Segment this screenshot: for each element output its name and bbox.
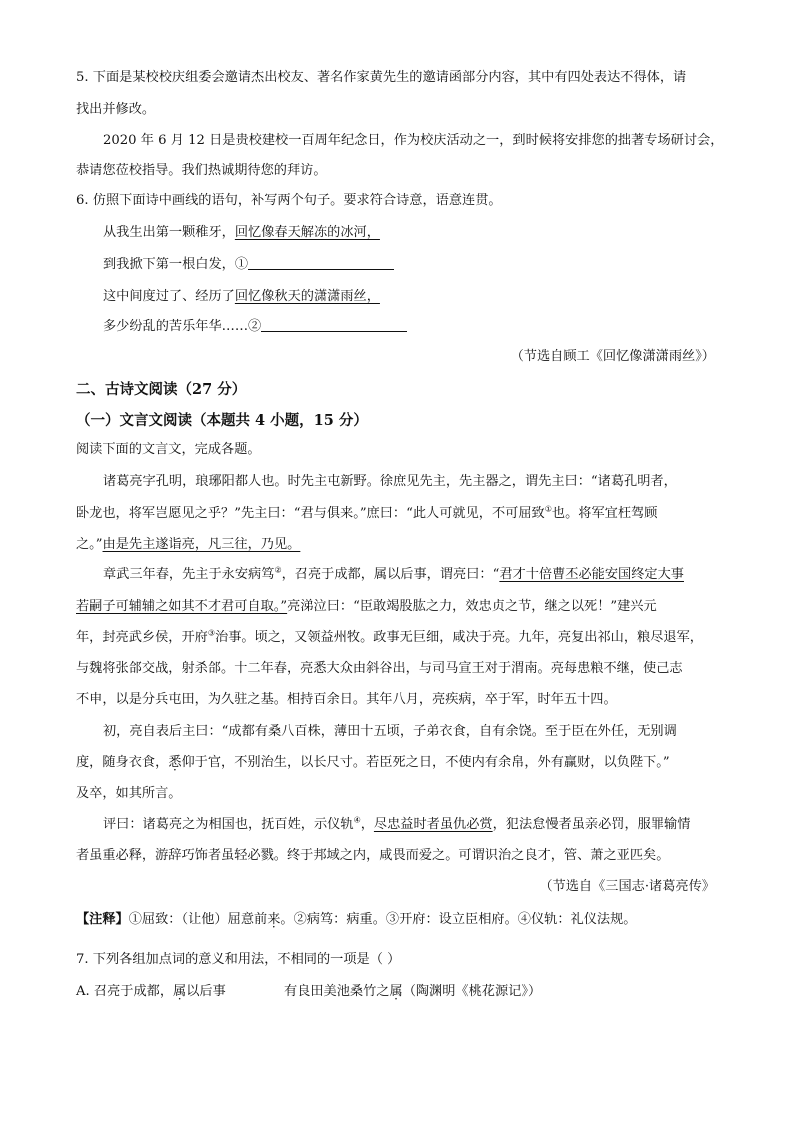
passage-underlined: 君才十倍曹丕必能安国终定大事 bbox=[499, 567, 684, 582]
passage-text: 年，封亮武乡侯，开府 bbox=[76, 630, 208, 645]
passage-line: 及卒，如其所言。 bbox=[76, 786, 182, 801]
notes-label: 【注释】 bbox=[76, 912, 129, 927]
passage-text: 也。将军宜枉驾顾 bbox=[551, 506, 658, 521]
passage-line bbox=[76, 753, 670, 773]
q7-prompt: 7. 下列各组加点词的意义和用法，不相同的一项是（ ） bbox=[76, 952, 401, 967]
passage-text: 度，随身衣食， bbox=[76, 755, 169, 770]
passage-text: 仰于官，不别治生，以长尺寸。若臣死之日，不使内有余帛，外有赢财，以负陛下。” bbox=[181, 755, 670, 770]
footnote-marker: ① bbox=[544, 504, 552, 514]
passage-text: ，召亮于成都，属以后事，谓亮曰：“ bbox=[281, 567, 500, 582]
passage-line: 者虽重必释，游辞巧饰者虽轻必戮。终于邦域之内，咸畏而爱之。可谓识治之良才，管、萧之亚匹矣。 bbox=[76, 848, 670, 863]
q6-poem-line1 bbox=[103, 223, 380, 243]
footnote-marker: ③ bbox=[207, 628, 216, 638]
q6-poem-line4 bbox=[103, 317, 407, 337]
q6-source: （节选自顾工《回忆像潇潇雨丝》） bbox=[510, 349, 715, 364]
passage-line bbox=[76, 597, 657, 617]
q7-option-a[interactable] bbox=[76, 982, 226, 1002]
passage-underlined: 由是先主遂诣亮，凡三往，乃见。 bbox=[102, 537, 301, 552]
section-title: 二、古诗文阅读（27 分） bbox=[76, 381, 247, 398]
section-intro: 阅读下面的文言文，完成各题。 bbox=[76, 442, 261, 457]
passage-line bbox=[103, 815, 690, 835]
footnote-marker: ② bbox=[274, 565, 282, 575]
option-text: A. 召亮于成都， bbox=[76, 984, 174, 999]
q5-para1: 2020 年 6 月 12 日是贵校建校一百周年纪念日，作为校庆活动之一，到时候将安排您的拙著专场研讨会， bbox=[103, 133, 724, 148]
q5-line2: 找出并修改。 bbox=[76, 102, 156, 117]
notes-text: 。②病笃：病重。③开府：设立臣相府。④仪轨：礼仪法规。 bbox=[280, 912, 637, 927]
footnote-marker: ④ bbox=[353, 815, 361, 825]
dotted-word: 属 bbox=[389, 984, 403, 999]
passage-line: 诸葛亮字孔明，琅琊阳都人也。时先主屯新野。徐庶见先主，先主器之，谓先主曰：“诸葛孔明者， bbox=[103, 474, 677, 489]
notes bbox=[76, 910, 636, 930]
passage-text: 亮涕泣曰：“臣敢竭股肱之力，效忠贞之节，继之以死！”建兴元 bbox=[287, 599, 657, 614]
q6-poem-line2 bbox=[103, 255, 394, 275]
passage-text: ，犯法怠慢者虽亲必罚，服罪输情 bbox=[492, 817, 691, 832]
q6-poem-line3-a: 这中间度过了、经历了 bbox=[103, 289, 235, 304]
dotted-word: 属 bbox=[173, 984, 187, 999]
q6-poem-line1-a: 从我生出第一颗稚牙， bbox=[103, 225, 235, 240]
q6-poem-line3-underlined: 回忆像秋天的潇潇雨丝， bbox=[234, 289, 380, 304]
passage-text: 评曰：诸葛亮之为相国也，抚百姓，示仪轨 bbox=[103, 817, 354, 832]
passage-text: 卧龙也，将军岂愿见之乎？”先主曰：“君与俱来。”庶曰：“此人可就见，不可屈致 bbox=[76, 506, 545, 521]
passage-text: 章武三年春，先主于永安病笃 bbox=[103, 567, 275, 582]
passage-line bbox=[76, 535, 300, 555]
q6-blank-1[interactable] bbox=[248, 255, 394, 270]
q5-line1: 5. 下面是某校校庆组委会邀请杰出校友、著名作家黄先生的邀请函部分内容，其中有四处表达不得体，请 bbox=[76, 70, 687, 85]
q6-poem-line3 bbox=[103, 287, 380, 307]
notes-text: ①屈致：（让他）屈意前 bbox=[128, 912, 268, 927]
passage-source: （节选自《三国志·诸葛亮传》 bbox=[539, 879, 715, 894]
passage-line: 与魏将张郃交战，射杀郃。十二年春，亮悉大众由斜谷出，与司马宣王对于渭南。亮每患粮不继，使己志 bbox=[76, 661, 683, 676]
q6-prompt: 6. 仿照下面诗中画线的语句，补写两个句子。要求符合诗意，语意连贯。 bbox=[76, 193, 502, 208]
option-text: 以后事 bbox=[186, 984, 226, 999]
q6-poem-line4-text: 多少纷乱的苦乐年华……② bbox=[103, 319, 262, 334]
dotted-word: 悉 bbox=[168, 755, 182, 770]
passage-text: ， bbox=[360, 817, 374, 832]
option-text: （陶渊明《桃花源记》） bbox=[402, 984, 542, 999]
dotted-word: 来 bbox=[267, 912, 281, 927]
passage-underlined: 尽忠益时者虽仇必赏 bbox=[373, 817, 493, 832]
q6-poem-line2-text: 到我掀下第一根白发，① bbox=[103, 257, 249, 272]
q6-blank-2[interactable] bbox=[261, 317, 407, 332]
q7-option-a-comparison bbox=[284, 982, 541, 1002]
option-text: 有良田美池桑竹之 bbox=[284, 984, 390, 999]
passage-text: 之。” bbox=[76, 537, 103, 552]
q5-para2: 恭请您莅校指导。我们热诚期待您的拜访。 bbox=[76, 163, 327, 178]
passage-line bbox=[76, 628, 703, 648]
passage-line: 初，亮自表后主曰：“成都有桑八百株，薄田十五顷，子弟衣食，自有余饶。至于臣在外任，无别调 bbox=[103, 724, 677, 739]
passage-line bbox=[76, 504, 657, 524]
passage-underlined: 若嗣子可辅辅之如其不才君可自取。” bbox=[76, 599, 288, 614]
passage-text: 治事。顷之，又领益州牧。政事无巨细，咸决于亮。九年，亮复出祁山，粮尽退军， bbox=[215, 630, 703, 645]
passage-line: 不申，以是分兵屯田，为久驻之基。相持百余日。其年八月，亮疾病，卒于军，时年五十四。 bbox=[76, 692, 617, 707]
passage-line bbox=[103, 565, 684, 585]
q6-poem-line1-underlined: 回忆像春天解冻的冰河， bbox=[234, 225, 380, 240]
subsection-title: （一）文言文阅读（本题共 4 小题，15 分） bbox=[76, 412, 368, 429]
